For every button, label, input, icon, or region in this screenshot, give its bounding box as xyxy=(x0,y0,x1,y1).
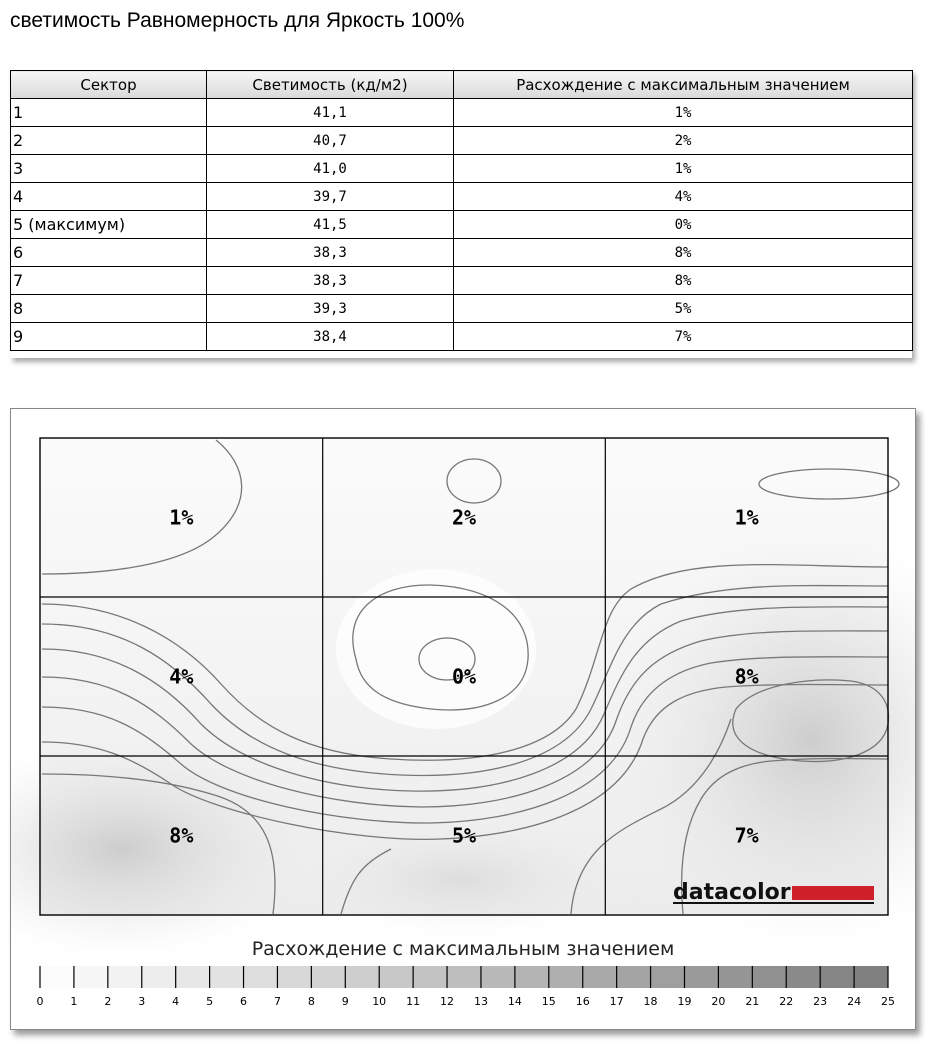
sector-label-9: 7% xyxy=(734,823,759,848)
sector-label-6: 8% xyxy=(734,664,759,689)
legend-swatch xyxy=(210,966,244,988)
header-sector: Сектор xyxy=(11,71,207,99)
legend-tick-label: 15 xyxy=(541,995,556,1008)
sector-label-5: 0% xyxy=(451,664,477,689)
table-row xyxy=(11,295,913,323)
legend-tick-label: 24 xyxy=(847,995,862,1008)
cell-luminance: 41,5 xyxy=(207,211,454,239)
cell-sector: 3 xyxy=(11,155,207,183)
sector-label-4: 4% xyxy=(169,664,194,689)
legend-tick-label: 20 xyxy=(711,995,726,1008)
sector-label-3: 1% xyxy=(734,505,759,530)
cell-deviation: 7% xyxy=(454,323,913,351)
legend-swatch xyxy=(820,966,854,988)
cell-luminance: 41,0 xyxy=(207,155,454,183)
table-row xyxy=(11,99,913,127)
legend-swatch xyxy=(651,966,685,988)
cell-luminance: 39,7 xyxy=(207,183,454,211)
legend-swatch xyxy=(142,966,176,988)
legend-tick-label: 23 xyxy=(813,995,828,1008)
cell-luminance: 41,1 xyxy=(207,99,454,127)
legend-title: Расхождение с максимальным значением xyxy=(251,938,675,960)
legend-swatch xyxy=(244,966,278,988)
legend-tick-label: 14 xyxy=(507,995,522,1008)
cell-luminance: 39,3 xyxy=(207,295,454,323)
table-row xyxy=(11,211,913,239)
legend-swatch xyxy=(108,966,142,988)
legend-tick-label: 0 xyxy=(36,995,44,1008)
legend-swatch xyxy=(413,966,447,988)
legend-swatch xyxy=(481,966,515,988)
legend-swatch xyxy=(447,966,481,988)
cell-deviation: 2% xyxy=(454,127,913,155)
cell-luminance: 38,3 xyxy=(207,267,454,295)
cell-deviation: 0% xyxy=(454,211,913,239)
header-deviation: Расхождение с максимальным значением xyxy=(454,71,913,99)
legend-tick-label: 4 xyxy=(172,995,180,1008)
legend-tick-label: 19 xyxy=(677,995,692,1008)
table-row xyxy=(11,323,913,351)
header-luminance: Светимость (кд/м2) xyxy=(207,71,454,99)
legend-swatch xyxy=(549,966,583,988)
legend-swatch xyxy=(854,966,888,988)
cell-luminance: 38,3 xyxy=(207,239,454,267)
cell-deviation: 5% xyxy=(454,295,913,323)
uniformity-heatmap xyxy=(11,409,915,1029)
legend-tick-label: 10 xyxy=(372,995,387,1008)
cell-sector: 6 xyxy=(11,239,207,267)
table-row xyxy=(11,127,913,155)
legend-tick-label: 18 xyxy=(643,995,658,1008)
cell-deviation: 1% xyxy=(454,155,913,183)
legend-swatch xyxy=(311,966,345,988)
legend-tick-label: 2 xyxy=(104,995,112,1008)
cell-sector: 8 xyxy=(11,295,207,323)
brand-logo-text: datacolor xyxy=(673,880,791,905)
legend-swatch xyxy=(617,966,651,988)
sector-label-8: 5% xyxy=(451,823,477,848)
legend-tick-label: 7 xyxy=(273,995,281,1008)
legend-swatch xyxy=(583,966,617,988)
highlight-center xyxy=(336,569,536,729)
legend-swatch xyxy=(277,966,311,988)
sector-label-7: 8% xyxy=(169,823,194,848)
legend-tick-label: 11 xyxy=(406,995,421,1008)
legend-tick-label: 12 xyxy=(440,995,455,1008)
cell-sector: 2 xyxy=(11,127,207,155)
legend-tick-label: 25 xyxy=(881,995,895,1008)
table-row xyxy=(11,239,913,267)
legend-swatch xyxy=(786,966,820,988)
legend-tick-label: 21 xyxy=(745,995,760,1008)
legend-tick-label: 16 xyxy=(575,995,590,1008)
legend-tick-label: 8 xyxy=(307,995,315,1008)
sector-label-1: 1% xyxy=(169,505,194,530)
cell-deviation: 8% xyxy=(454,239,913,267)
cell-deviation: 8% xyxy=(454,267,913,295)
cell-sector: 7 xyxy=(11,267,207,295)
cell-luminance: 40,7 xyxy=(207,127,454,155)
legend-swatch xyxy=(379,966,413,988)
table-row xyxy=(11,155,913,183)
legend-tick-label: 3 xyxy=(138,995,146,1008)
legend-swatch xyxy=(515,966,549,988)
legend-tick-label: 13 xyxy=(473,995,488,1008)
cell-sector: 1 xyxy=(11,99,207,127)
uniformity-chart-panel xyxy=(10,408,916,1030)
legend-swatch xyxy=(684,966,718,988)
luminance-table-container xyxy=(10,70,912,358)
table-row xyxy=(11,183,913,211)
page-title: светимость Равномерность для Яркость 100% xyxy=(10,9,465,32)
cell-deviation: 4% xyxy=(454,183,913,211)
legend-tick-label: 22 xyxy=(779,995,794,1008)
legend-swatch xyxy=(74,966,108,988)
cell-sector: 4 xyxy=(11,183,207,211)
cell-sector: 9 xyxy=(11,323,207,351)
cell-luminance: 38,4 xyxy=(207,323,454,351)
legend-scale xyxy=(37,966,896,1008)
legend-tick-label: 5 xyxy=(206,995,214,1008)
legend-tick-label: 9 xyxy=(341,995,349,1008)
legend-swatch xyxy=(718,966,752,988)
legend-swatch xyxy=(345,966,379,988)
legend-swatch xyxy=(752,966,786,988)
cell-sector: 5 (максимум) xyxy=(11,211,207,239)
cell-deviation: 1% xyxy=(454,99,913,127)
legend-tick-label: 6 xyxy=(240,995,248,1008)
brand-logo-bar xyxy=(792,886,874,900)
legend-swatch xyxy=(176,966,210,988)
luminance-table xyxy=(10,70,913,351)
sector-label-2: 2% xyxy=(451,505,477,530)
legend-swatch xyxy=(40,966,74,988)
legend-tick-label: 17 xyxy=(609,995,624,1008)
table-row xyxy=(11,267,913,295)
table-header-row xyxy=(11,71,913,99)
legend-tick-label: 1 xyxy=(70,995,78,1008)
